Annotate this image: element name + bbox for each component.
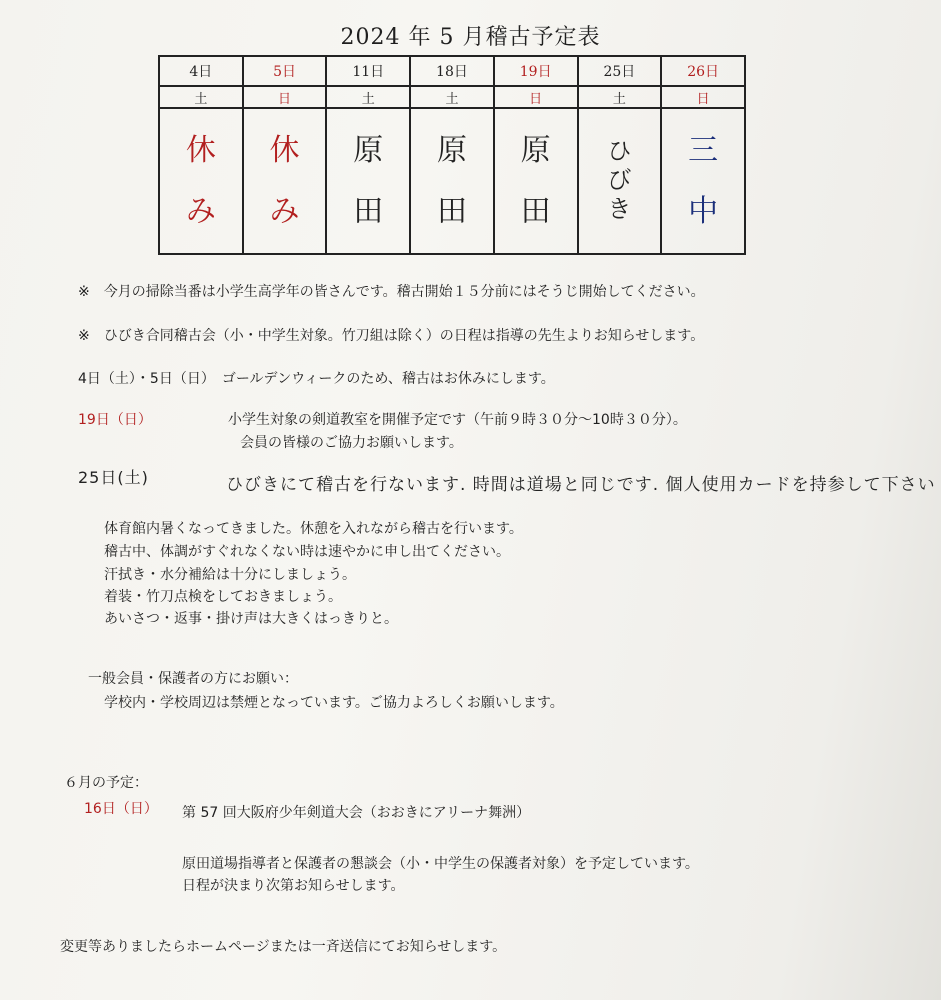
instructor-char: き <box>607 194 632 223</box>
date-cell: 5日 <box>243 56 327 86</box>
instructor-char: 休 <box>185 132 216 168</box>
date-cell: 18日 <box>410 56 494 86</box>
instructor-char: み <box>269 194 300 229</box>
june-date: 16日（日） <box>84 801 158 817</box>
weekday-cell: 土 <box>410 86 494 108</box>
d19-line2: 会員の皆様のご協力お願いします。 <box>240 435 463 451</box>
instructor-cell <box>661 108 745 254</box>
date-cell: 4日 <box>159 56 243 86</box>
footer-note: 変更等ありましたらホームページまたは一斉送信にてお知らせします。 <box>60 939 507 955</box>
weekday-row <box>159 86 745 108</box>
instructor-cell <box>410 108 494 254</box>
weekday-cell: 日 <box>494 86 578 108</box>
weekday-cell: 日 <box>243 86 327 108</box>
health-note-2: 稽古中、体調がすぐれなくない時は速やかに申し出てください。 <box>104 544 510 560</box>
june-meeting-1: 原田道場指導者と保護者の懇談会（小・中学生の保護者対象）を予定しています。 <box>182 856 699 872</box>
instructor-char: 田 <box>520 194 551 229</box>
june-heading: ６月の予定： <box>64 775 148 791</box>
d25-label: 25日(土) <box>78 468 149 487</box>
instructor-name <box>520 132 551 229</box>
date-cell: 25日 <box>578 56 662 86</box>
instructor-name <box>269 132 300 229</box>
instructor-char: び <box>607 165 632 194</box>
instructor-char: 中 <box>688 194 719 229</box>
note-cleaning: ※ 今月の掃除当番は小学生高学年の皆さんです。稽古開始１５分前にはそうじ開始してください。 <box>78 284 705 300</box>
instructor-char: 原 <box>520 132 551 168</box>
instructor-char: 原 <box>353 132 384 168</box>
instructor-char: み <box>185 194 216 229</box>
date-cell: 19日 <box>494 56 578 86</box>
instructor-name <box>607 136 632 223</box>
note-golden-week: 4日（土）・5日（日） ゴールデンウィークのため、稽古はお休みにします。 <box>78 371 555 387</box>
instructor-row <box>159 108 745 254</box>
health-note-1: 体育館内暑くなってきました。休憩を入れながら稽古を行います。 <box>104 521 523 537</box>
instructor-name <box>185 132 216 229</box>
instructor-cell <box>578 108 662 254</box>
instructor-char: 田 <box>436 194 467 229</box>
date-cell: 11日 <box>326 56 410 86</box>
page-title: 2024 年 5 月稽古予定表 <box>340 25 601 50</box>
instructor-cell <box>243 108 327 254</box>
instructor-name <box>688 132 719 229</box>
instructor-char: 田 <box>353 194 384 229</box>
june-event: 第 57 回大阪府少年剣道大会（おおきにアリーナ舞洲） <box>182 805 531 821</box>
instructor-char: 原 <box>436 132 467 168</box>
health-note-5: あいさつ・返事・掛け声は大きくはっきりと。 <box>104 611 398 627</box>
health-note-3: 汗拭き・水分補給は十分にしましょう。 <box>104 567 356 583</box>
weekday-cell: 土 <box>159 86 243 108</box>
instructor-cell <box>326 108 410 254</box>
schedule-table <box>158 55 746 255</box>
weekday-cell: 土 <box>578 86 662 108</box>
weekday-cell: 土 <box>326 86 410 108</box>
instructor-char: ひ <box>607 136 632 165</box>
date-cell: 26日 <box>661 56 745 86</box>
request-body: 学校内・学校周辺は禁煙となっています。ご協力よろしくお願いします。 <box>104 695 564 711</box>
weekday-cell: 日 <box>661 86 745 108</box>
june-meeting-2: 日程が決まり次第お知らせします。 <box>182 878 405 894</box>
instructor-name <box>436 132 467 229</box>
health-note-4: 着装・竹刀点検をしておきましょう。 <box>104 589 342 605</box>
note-hibiki-joint: ※ ひびき合同稽古会（小・中学生対象。竹刀組は除く）の日程は指導の先生よりお知らせします。 <box>78 328 705 344</box>
d19-line1: 小学生対象の剣道教室を開催予定です（午前９時３０分～10時３０分）。 <box>228 412 687 428</box>
date-row <box>159 56 745 86</box>
d25-text: ひびきにて稽古を行ないます. 時間は道場と同じです. 個人使用カードを持参して下さい <box>226 475 936 495</box>
instructor-char: 休 <box>269 132 300 168</box>
request-heading: 一般会員・保護者の方にお願い： <box>88 671 298 687</box>
instructor-char: 三 <box>688 132 719 168</box>
d19-label: 19日（日） <box>78 412 152 428</box>
instructor-cell <box>494 108 578 254</box>
instructor-cell <box>159 108 243 254</box>
instructor-name <box>353 132 384 229</box>
